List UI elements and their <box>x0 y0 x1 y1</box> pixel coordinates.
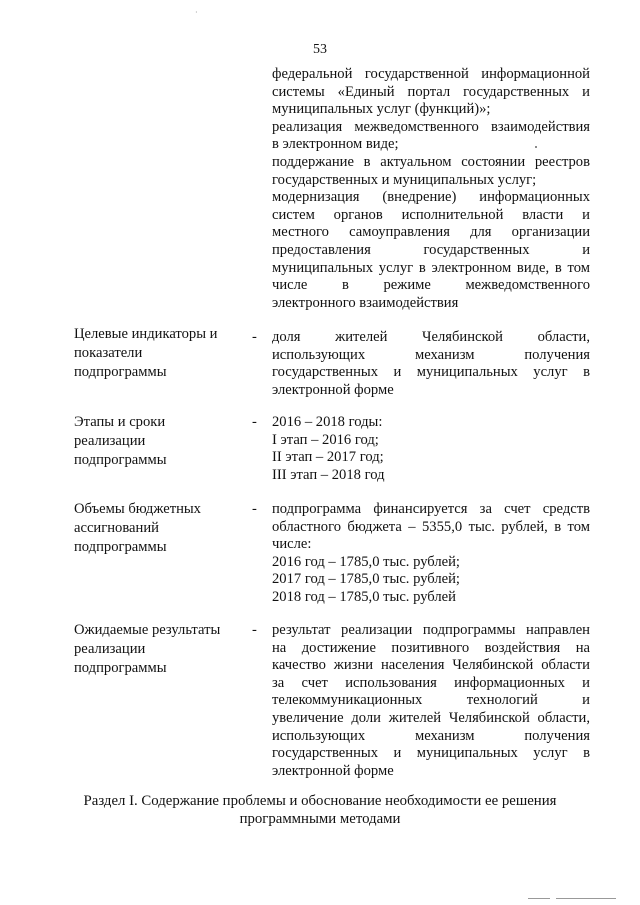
value-line: электронной форме <box>272 762 394 779</box>
text-line: реализация межведомственного взаимодействия <box>272 118 590 135</box>
value-line: государственных и муниципальных услуг в <box>272 364 590 381</box>
text-line: предоставления государственных и <box>272 241 590 258</box>
value-line: телекоммуникационных технологий и <box>272 692 590 709</box>
row-value <box>272 501 590 607</box>
label-line: подпрограммы <box>74 452 167 468</box>
section-heading <box>0 792 640 828</box>
text-line: системы «Единый портал государственных и <box>272 83 590 100</box>
row-value <box>272 414 590 484</box>
scan-mark: · <box>195 8 198 17</box>
label-line: Этапы и сроки <box>74 414 166 430</box>
text-line: государственных и муниципальных услуг; <box>272 171 537 188</box>
text-line: федеральной государственной информационной <box>272 66 590 82</box>
value-line: использующих механизм получения <box>272 346 590 363</box>
text-line: числе в режиме межведомственного <box>272 277 590 294</box>
label-line: реализации <box>74 433 146 449</box>
text-line: модернизация (внедрение) информационных <box>272 189 590 206</box>
row-dash: - <box>252 414 257 430</box>
value-line: 2018 год – 1785,0 тыс. рублей <box>272 588 456 605</box>
text-line: систем органов исполнительной власти и <box>272 206 590 223</box>
value-line: электронной форме <box>272 381 394 398</box>
text-line: муниципальных услуг (функций)»; <box>272 101 491 118</box>
label-line: ассигнований <box>74 520 159 536</box>
row-label <box>74 621 244 678</box>
label-line: подпрограммы <box>74 539 167 555</box>
value-line: 2016 – 2018 годы: <box>272 414 383 430</box>
scan-artifact <box>556 898 616 899</box>
value-line: качество жизни населения Челябинской области <box>272 657 590 674</box>
value-line: за счет использования информационных и <box>272 674 590 691</box>
row-label <box>74 413 244 470</box>
heading-line: Раздел I. Содержание проблемы и обоснование необходимости ее решения <box>83 793 557 809</box>
value-line: увеличение доли жителей Челябинской области, <box>272 709 590 726</box>
value-line: 2016 год – 1785,0 тыс. рублей; <box>272 553 460 570</box>
passport-continuation-text <box>272 66 590 312</box>
value-line: результат реализации подпрограммы направлен <box>272 622 590 638</box>
value-line: доля жителей Челябинской области, <box>272 329 590 345</box>
label-line: показатели <box>74 345 143 361</box>
value-line: 2017 год – 1785,0 тыс. рублей; <box>272 571 460 588</box>
row-dash: - <box>252 501 257 517</box>
value-line: подпрограмма финансируется за счет средств <box>272 501 590 517</box>
value-line: на достижение позитивного воздействия на <box>272 639 590 656</box>
heading-line: программными методами <box>239 811 401 827</box>
text-line: местного самоуправления для организации <box>272 224 590 241</box>
row-dash: - <box>252 622 257 638</box>
text-line: муниципальных услуг в электронном виде, в том <box>272 259 590 276</box>
label-line: Целевые индикаторы и <box>74 326 218 342</box>
text-line: электронного взаимодействия <box>272 294 459 311</box>
row-label <box>74 500 244 557</box>
label-line: реализации <box>74 641 146 657</box>
text-line: в электронном виде; <box>272 136 399 153</box>
value-line: числе: <box>272 536 312 553</box>
value-line: II этап – 2017 год; <box>272 449 384 466</box>
page-number: 53 <box>313 42 327 57</box>
label-line: подпрограммы <box>74 364 167 380</box>
row-label <box>74 325 244 382</box>
value-line: III этап – 2018 год <box>272 466 385 483</box>
row-value <box>272 329 590 399</box>
label-line: подпрограммы <box>74 660 167 676</box>
value-line: использующих механизм получения <box>272 727 590 744</box>
value-line: областного бюджета – 5355,0 тыс. рублей, в том <box>272 518 590 535</box>
text-line: поддержание в актуальном состоянии реестров <box>272 153 590 170</box>
value-line: I этап – 2016 год; <box>272 431 379 448</box>
label-line: Объемы бюджетных <box>74 501 201 517</box>
row-value <box>272 622 590 780</box>
scan-artifact <box>528 898 550 899</box>
label-line: Ожидаемые результаты <box>74 622 221 638</box>
row-dash: - <box>252 329 257 345</box>
value-line: государственных и муниципальных услуг в <box>272 745 590 762</box>
